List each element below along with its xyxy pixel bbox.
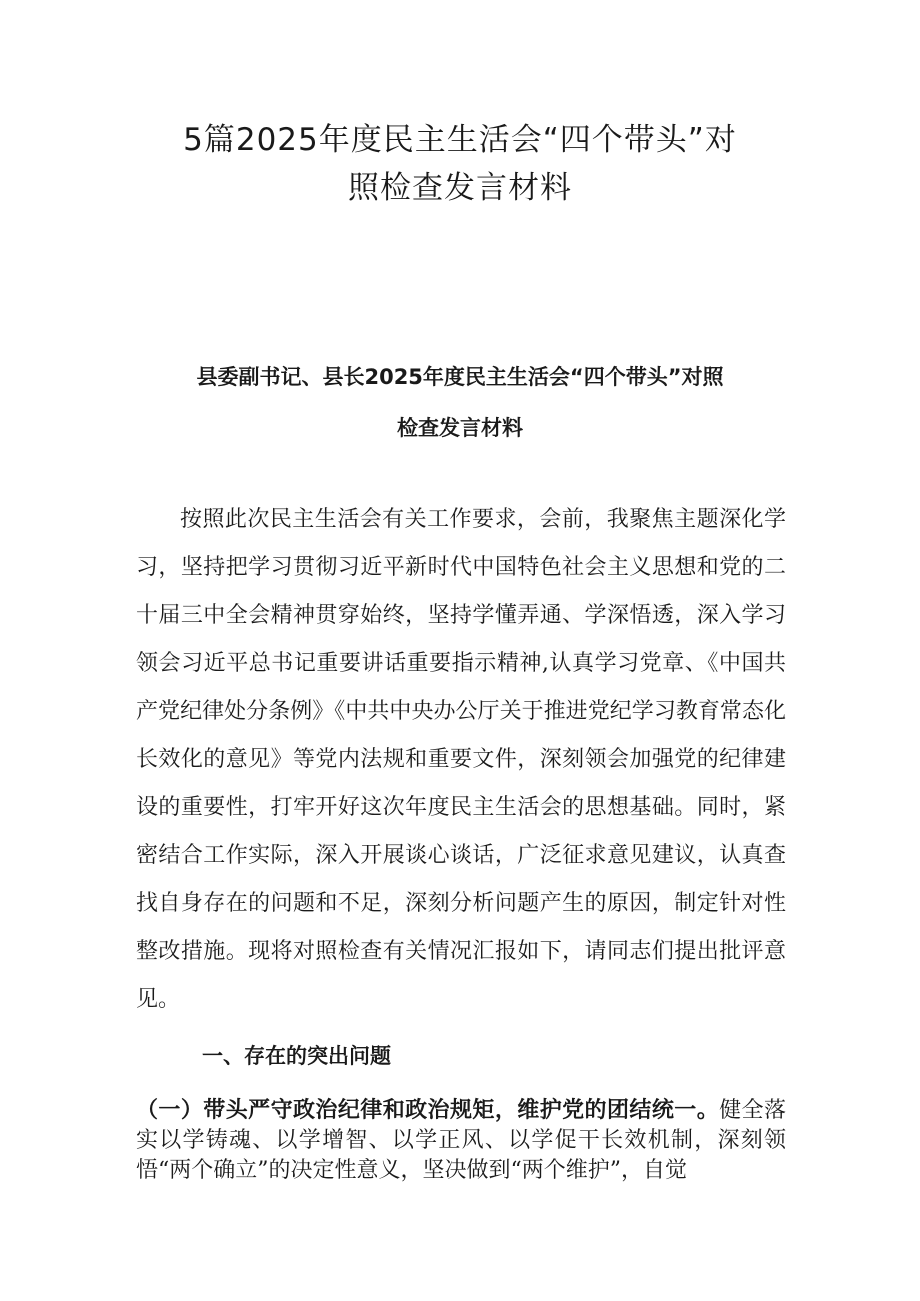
item-paragraph-1 — [136, 1096, 786, 1186]
document-title-line-2: 照检查发言材料 — [348, 170, 572, 206]
document-title-line-1: 5篇2025年度民主生活会“四个带头”对 — [183, 122, 737, 158]
article-title-line-1: 县委副书记、县长2025年度民主生活会“四个带头”对照 — [196, 365, 724, 389]
item-lead: （一）带头严守政治纪律和政治规矩，维护党的团结统一。 — [136, 1098, 720, 1123]
intro-paragraph: 按照此次民主生活会有关工作要求，会前，我聚焦主题深化学习，坚持把学习贯彻习近平新时代中国特色社会主义思想和党的二十届三中全会精神贯穿始终，坚持学懂弄通、学深悟透，深入学习领会习近平总书记重要讲话重要指示精神,认真学习党章、《中国共产党纪律处分条例》《中共中央办公厅关于推进党纪学习教育常态化长效化的意见》等党内法规和重要文件，深刻领会加强党的纪律建设的重要性，打牢开好这次年度民主生活会的思想基础。同时，紧密结合工作实际，深入开展谈心谈话，广泛征求意见建议，认真查找自身存在的问题和不足，深刻分析问题产生的原因，制定针对性整改措施。现将对照检查有关情况汇报如下，请同志们提出批评意见。 — [136, 507, 786, 1012]
section-heading-problems: 一、存在的突出问题 — [202, 1044, 391, 1068]
article-title-line-2: 检查发言材料 — [397, 416, 523, 440]
item-text: 健全落实以学铸魂、以学增智、以学正风、以学促干长效机制，深刻领悟“两个确立”的决定性意义，坚决做到“两个维护”，自觉 — [136, 1098, 786, 1183]
